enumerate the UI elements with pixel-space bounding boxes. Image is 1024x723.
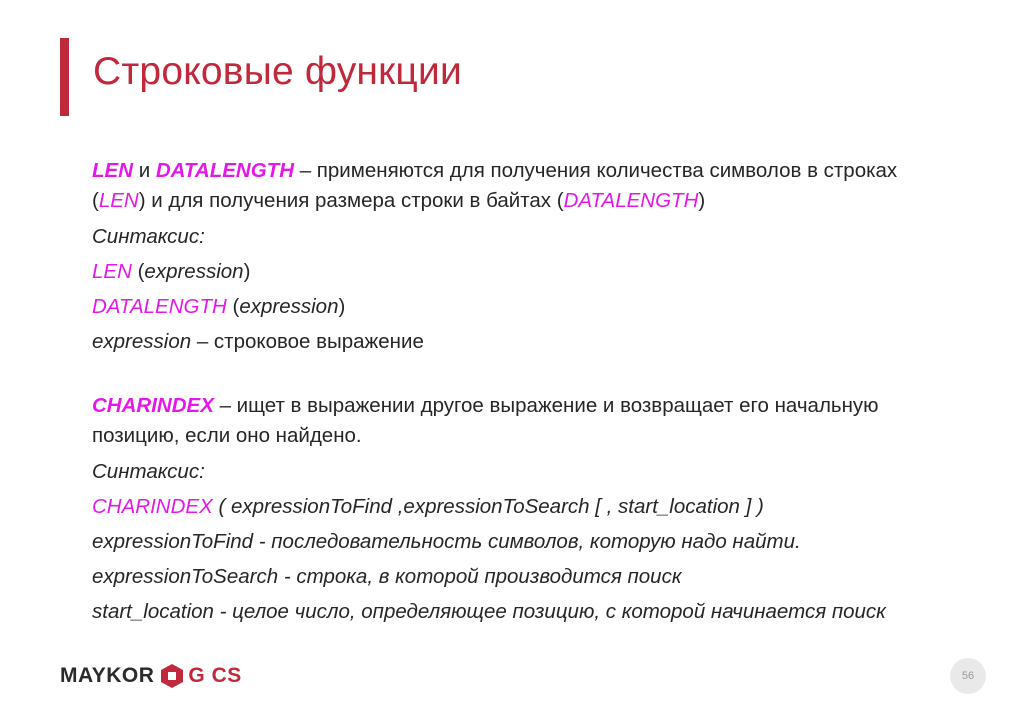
keyword-datalength: DATALENGTH (92, 295, 227, 318)
syntax-label: Синтаксис: (92, 460, 205, 483)
keyword-len: LEN (92, 260, 132, 283)
keyword-len: LEN (92, 159, 133, 182)
param-expression-to-search: expressionToSearch - строка, в которой производится поиск (92, 565, 682, 588)
param-expression-to-find: expressionToFind - последовательность символов, которую надо найти. (92, 530, 801, 553)
len-datalength-description-line2 (92, 186, 972, 216)
description-text: – применяются для получения количества символов в строках (294, 159, 898, 182)
logo-gmcs-text: G CS (188, 664, 242, 687)
datalength-syntax-line (92, 292, 972, 322)
expression-definition-line (92, 327, 972, 357)
charindex-syntax-line (92, 492, 972, 522)
maykor-gmcs-logo (60, 661, 242, 691)
len-syntax-line (92, 257, 972, 287)
text-fragment: ) и для получения размера строки в байтах ( (138, 189, 564, 212)
conjunction: и (133, 159, 156, 182)
syntax-arguments: ( expressionToFind ,expressionToSearch [ , start_location ] ) (212, 495, 764, 518)
title-accent-bar (60, 38, 69, 116)
paren-open: ( (226, 295, 240, 318)
term: expression (92, 330, 192, 353)
definition: – строковое выражение (191, 330, 424, 353)
page-number-badge: 56 (950, 658, 986, 694)
len-datalength-description-line1 (92, 156, 972, 186)
syntax-label: Синтаксис: (92, 225, 205, 248)
slide-content (92, 156, 972, 627)
text-fragment: ( (92, 189, 99, 212)
keyword-datalength: DATALENGTH (563, 189, 699, 212)
keyword-datalength: DATALENGTH (155, 159, 295, 182)
page-title: Строковые функции (93, 50, 462, 93)
param-start-location: start_location - целое число, определяющее позицию, с которой начинается поиск (92, 600, 886, 623)
keyword-len: LEN (98, 189, 139, 212)
logo-maykor-text: MAYKOR (60, 664, 155, 687)
keyword-charindex: CHARINDEX (92, 495, 213, 518)
charindex-description-line2: позицию, если оно найдено. (92, 424, 362, 447)
text-fragment: ) (698, 189, 706, 212)
paren-open: ( (131, 260, 145, 283)
keyword-charindex: CHARINDEX (92, 394, 214, 417)
charindex-description-line1 (92, 391, 972, 421)
hexagon-logo-icon (160, 663, 184, 689)
paren-close: ) (243, 260, 251, 283)
argument: expression (239, 295, 339, 318)
paren-close: ) (338, 295, 346, 318)
argument: expression (144, 260, 244, 283)
description-text: – ищет в выражении другое выражение и возвращает его начальную (213, 394, 879, 417)
